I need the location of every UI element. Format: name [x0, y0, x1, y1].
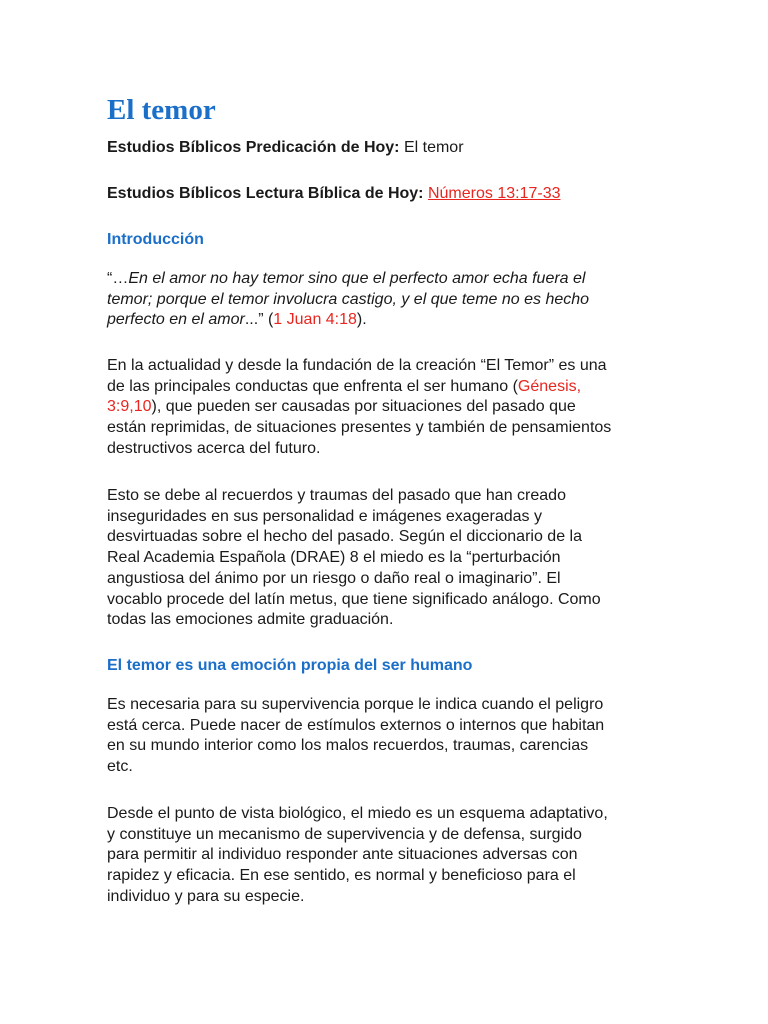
- sermon-label: Estudios Bíblicos Predicación de Hoy:: [107, 139, 400, 156]
- paragraph-2-line: todas las emociones admite graduación.: [107, 611, 394, 629]
- paragraph-4: [107, 804, 667, 908]
- paragraph-2-line: vocablo procede del latín metus, que tiene significado análogo. Como: [107, 590, 601, 608]
- paragraph-2-line: desvirtuadas sobre el hecho del pasado. Según el diccionario de la: [107, 528, 582, 546]
- reading-link[interactable]: Números 13:17-33: [427, 185, 561, 202]
- reading-label: Estudios Bíblicos Lectura Bíblica de Hoy:: [107, 185, 424, 202]
- paragraph-1-line-1: En la actualidad y desde la fundación de la creación “El Temor” es una: [107, 357, 607, 374]
- genesis-reference-link-part-2[interactable]: 3:9,10: [107, 398, 152, 416]
- quote-end: ).: [356, 311, 367, 329]
- sermon-line: [107, 137, 464, 158]
- quote-text-line-1: En el amor no hay temor sino que el perfecto amor echa fuera el: [128, 270, 586, 287]
- paragraph-1-line-4: están reprimidas, de situaciones presentes y también de pensamientos: [107, 419, 612, 437]
- paragraph-2-line: angustiosa del ánimo por un riesgo o daño real o imaginario”. El: [107, 569, 561, 587]
- paragraph-4-line: rapidez y eficacia. En ese sentido, es normal y beneficioso para el: [107, 867, 576, 885]
- paragraph-1-line-2: de las principales conductas que enfrenta el ser humano (: [107, 377, 518, 395]
- paragraph-4-line: individuo y para su especie.: [107, 887, 305, 905]
- paragraph-4-line: Desde el punto de vista biológico, el miedo es un esquema adaptativo,: [107, 805, 608, 822]
- paragraph-3: [107, 695, 667, 778]
- paragraph-3-line: está cerca. Puede nacer de estímulos externos o internos que habitan: [107, 716, 605, 734]
- reading-line: [107, 183, 560, 204]
- quote-open: “…: [107, 270, 129, 287]
- intro-heading: Introducción: [107, 231, 204, 248]
- paragraph-3-line: en su mundo interior como los malos recuerdos, traumas, carencias: [107, 737, 589, 755]
- quote-close: ...” (: [244, 311, 274, 329]
- paragraph-2: [107, 486, 667, 631]
- genesis-reference-link-part-1[interactable]: Génesis,: [517, 377, 582, 395]
- quote-reference-link[interactable]: 1 Juan 4:18: [273, 311, 357, 329]
- intro-quote: [107, 269, 667, 331]
- paragraph-3-line: Es necesaria para su supervivencia porque le indica cuando el peligro: [107, 696, 604, 713]
- sermon-value: El temor: [399, 139, 464, 156]
- paragraph-1: [107, 356, 667, 460]
- paragraph-2-line: Esto se debe al recuerdos y traumas del pasado que han creado: [107, 487, 566, 504]
- paragraph-2-line: Real Academia Española (DRAE) 8 el miedo es la “perturbación: [107, 549, 561, 567]
- paragraph-4-line: y constituye un mecanismo de supervivencia y de defensa, surgido: [107, 825, 582, 843]
- paragraph-2-line: inseguridades en sus personalidad e imágenes exageradas y: [107, 507, 542, 525]
- document-title: El temor: [107, 94, 216, 126]
- paragraph-1-line-3: ), que pueden ser causadas por situaciones del pasado que: [151, 398, 576, 416]
- quote-text-line-2: temor; porque el temor involucra castigo, y el que teme no es hecho: [107, 290, 590, 308]
- paragraph-1-line-5: destructivos acerca del futuro.: [107, 439, 321, 457]
- paragraph-3-line: etc.: [107, 758, 133, 776]
- section-heading: El temor es una emoción propia del ser humano: [107, 657, 473, 674]
- paragraph-4-line: para permitir al individuo responder ante situaciones adversas con: [107, 846, 578, 864]
- quote-text-line-3: perfecto en el amor: [107, 311, 245, 329]
